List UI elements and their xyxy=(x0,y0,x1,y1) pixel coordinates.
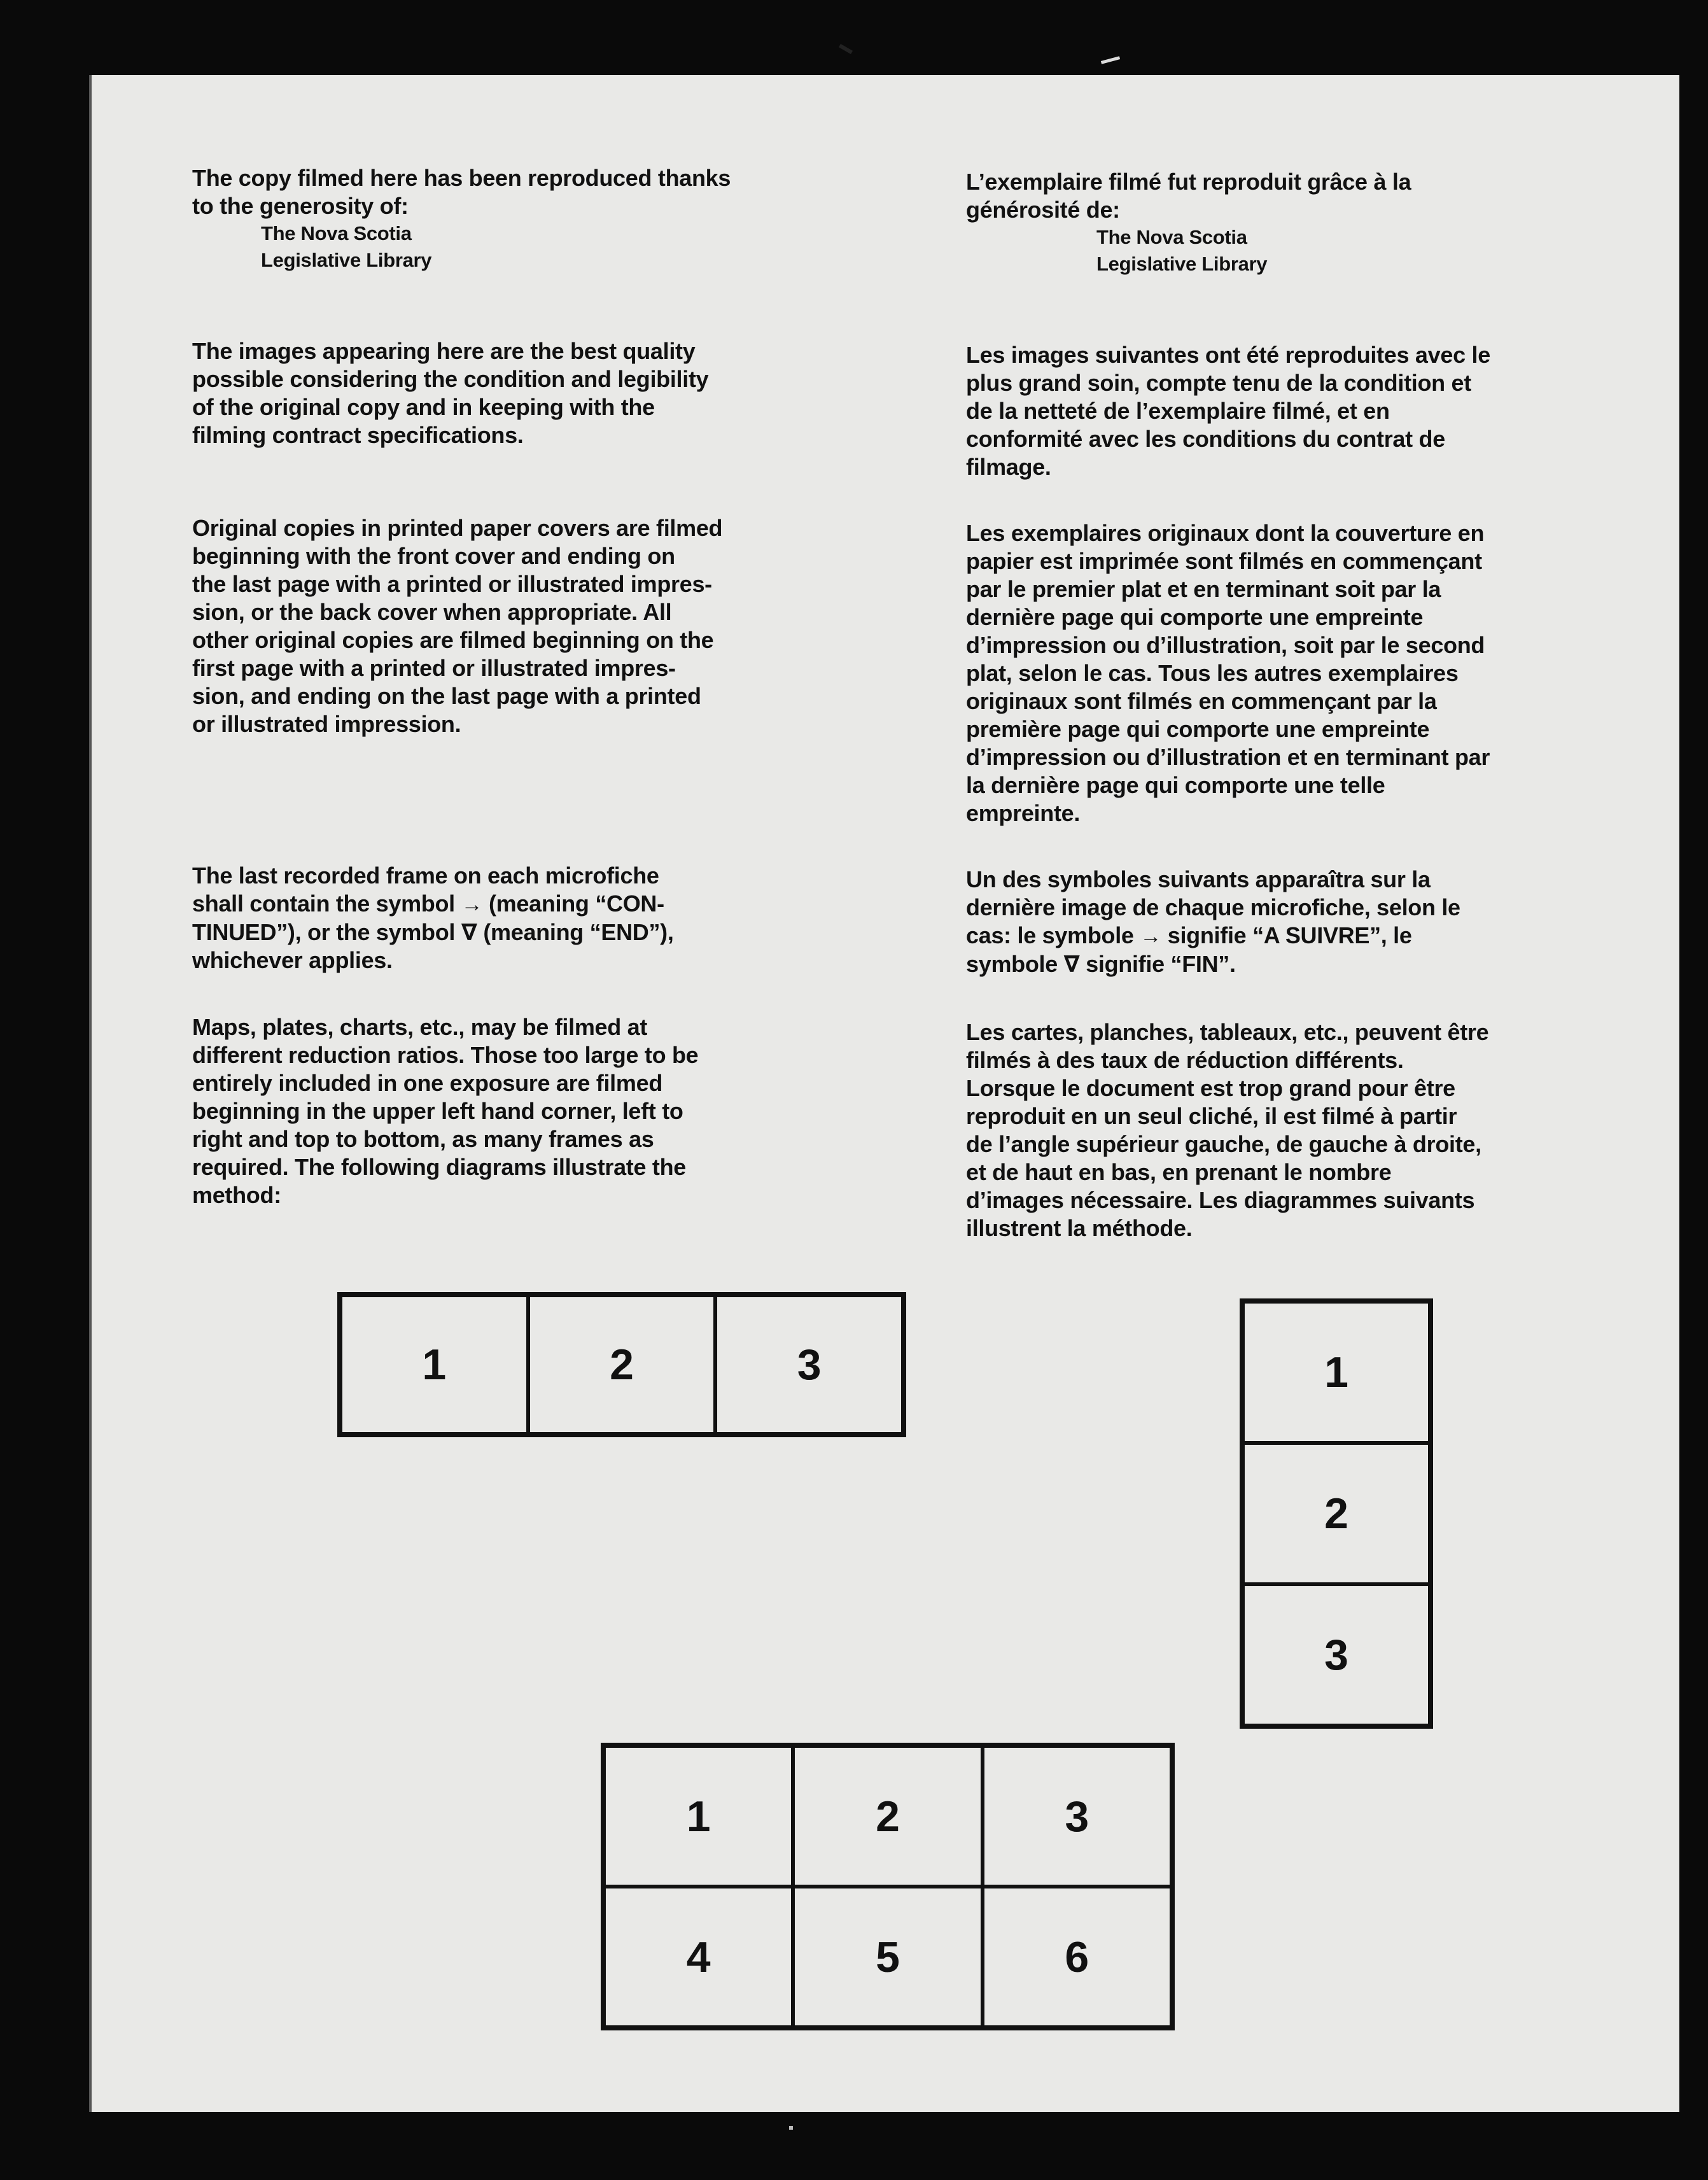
french-symbols-paragraph xyxy=(966,866,1609,978)
text-line: The copy filmed here has been reproduced thanks xyxy=(192,165,731,191)
text-line: Lorsque le document est trop grand pour être xyxy=(966,1075,1455,1101)
english-covers-paragraph xyxy=(192,514,829,738)
scan-speck xyxy=(839,44,853,54)
text-line: dernière image de chaque microfiche, selon le xyxy=(966,894,1460,920)
text-line: empreinte. xyxy=(966,800,1081,826)
french-acknowledgement xyxy=(966,168,1609,278)
text-line: to the generosity of: xyxy=(192,193,409,219)
text-line: first page with a printed or illustrated impres- xyxy=(192,655,676,681)
text-line: et de haut en bas, en prenant le nombre xyxy=(966,1159,1392,1185)
continued-arrow-icon: → xyxy=(1140,924,1162,948)
french-covers-paragraph xyxy=(966,519,1609,827)
text-line: Les cartes, planches, tableaux, etc., peuvent être xyxy=(966,1019,1489,1045)
english-symbols-paragraph xyxy=(192,862,829,974)
text-line: illustrent la méthode. xyxy=(966,1215,1193,1241)
frame-cell: 1 xyxy=(340,1295,528,1434)
frame-cell: 2 xyxy=(528,1295,716,1434)
english-acknowledgement xyxy=(192,164,829,274)
text-line: beginning in the upper left hand corner, left to xyxy=(192,1098,683,1124)
text-line: possible considering the condition and legibility xyxy=(192,366,709,392)
french-maps-paragraph xyxy=(966,1018,1609,1242)
frame-cell: 3 xyxy=(983,1746,1172,1887)
text-line: filmage. xyxy=(966,454,1051,480)
institution-name: Legislative Library xyxy=(1096,253,1268,275)
text-line: shall contain the symbol → (meaning “CON- xyxy=(192,890,829,918)
text-line: The last recorded frame on each microfiche xyxy=(192,862,659,889)
text-line: la dernière page qui comporte une telle xyxy=(966,772,1385,798)
scan-speck xyxy=(1101,56,1120,64)
vertical-frames-diagram xyxy=(1240,1298,1433,1729)
text-line: The images appearing here are the best quality xyxy=(192,338,696,364)
continued-arrow-icon: → xyxy=(461,892,483,917)
text-line: Un des symboles suivants apparaîtra sur la xyxy=(966,866,1431,892)
text-line: the last page with a printed or illustrated impres- xyxy=(192,571,712,597)
text-line: originaux sont filmés en commençant par la xyxy=(966,688,1437,714)
frame-cell: 2 xyxy=(1243,1443,1430,1584)
text-line: filmés à des taux de réduction différents. xyxy=(966,1047,1404,1073)
end-triangle-icon: ∇ xyxy=(1063,951,1080,977)
text-line: d’impression ou d’illustration et en terminant par xyxy=(966,744,1490,770)
text-line: plat, selon le cas. Tous les autres exemplaires xyxy=(966,660,1459,686)
frame-cell: 1 xyxy=(1243,1302,1430,1443)
scan-speck xyxy=(789,2126,793,2130)
text-line: papier est imprimée sont filmés en commençant xyxy=(966,548,1482,574)
text-line: plus grand soin, compte tenu de la condition et xyxy=(966,370,1471,396)
text-line: required. The following diagrams illustrate the xyxy=(192,1154,687,1180)
text-line: symbole ∇ signifie “FIN”. xyxy=(966,951,1236,977)
text-line: other original copies are filmed beginning on the xyxy=(192,627,714,653)
text-line: Original copies in printed paper covers are filmed xyxy=(192,515,723,541)
frame-cell: 6 xyxy=(983,1887,1172,2027)
text-line: right and top to bottom, as many frames as xyxy=(192,1126,654,1152)
text-line: TINUED”), or the symbol ∇ (meaning “END”), xyxy=(192,919,674,945)
text-line: cas: le symbole → signifie “A SUIVRE”, le xyxy=(966,922,1609,950)
text-line: or illustrated impression. xyxy=(192,711,461,737)
text-line: première page qui comporte une empreinte xyxy=(966,716,1430,742)
text-line: générosité de: xyxy=(966,197,1120,223)
text-line: Les exemplaires originaux dont la couverture en xyxy=(966,520,1485,546)
english-maps-paragraph xyxy=(192,1013,829,1209)
english-quality-paragraph xyxy=(192,337,829,449)
text-line: d’images nécessaire. Les diagrammes suivants xyxy=(966,1187,1475,1213)
text-line: filming contract specifications. xyxy=(192,422,524,448)
horizontal-frames-diagram xyxy=(337,1292,906,1437)
text-line: dernière page qui comporte une empreinte xyxy=(966,604,1424,630)
frame-cell: 3 xyxy=(715,1295,903,1434)
text-line: beginning with the front cover and ending on xyxy=(192,543,675,569)
text-line: whichever applies. xyxy=(192,947,393,973)
text-line: sion, and ending on the last page with a printed xyxy=(192,683,701,709)
frame-cell: 3 xyxy=(1243,1584,1430,1726)
frame-cell: 4 xyxy=(604,1887,793,2027)
text-line: de l’angle supérieur gauche, de gauche à droite, xyxy=(966,1131,1481,1157)
page-edge xyxy=(89,75,92,2112)
text-line: method: xyxy=(192,1182,281,1208)
text-line: different reduction ratios. Those too large to be xyxy=(192,1042,699,1068)
frame-cell: 2 xyxy=(793,1746,982,1887)
text-line: conformité avec les conditions du contrat de xyxy=(966,426,1445,452)
text-line: of the original copy and in keeping with the xyxy=(192,394,655,420)
text-line: L’exemplaire filmé fut reproduit grâce à la xyxy=(966,169,1411,195)
text-line: de la netteté de l’exemplaire filmé, et en xyxy=(966,398,1390,424)
text-line: entirely included in one exposure are filmed xyxy=(192,1070,663,1096)
text-line: Maps, plates, charts, etc., may be filmed at xyxy=(192,1014,648,1040)
frame-cell: 1 xyxy=(604,1746,793,1887)
text-line: par le premier plat et en terminant soit par la xyxy=(966,576,1441,602)
french-quality-paragraph xyxy=(966,341,1609,481)
institution-name: The Nova Scotia xyxy=(261,222,412,244)
frame-cell: 5 xyxy=(793,1887,982,2027)
institution-name: Legislative Library xyxy=(261,249,432,271)
text-line: Les images suivantes ont été reproduites avec le xyxy=(966,342,1490,368)
grid-frames-diagram xyxy=(601,1743,1175,2030)
text-line: d’impression ou d’illustration, soit par le second xyxy=(966,632,1485,658)
text-line: reproduit en un seul cliché, il est filmé à partir xyxy=(966,1103,1457,1129)
institution-name: The Nova Scotia xyxy=(1096,226,1247,248)
end-triangle-icon: ∇ xyxy=(461,919,477,945)
text-line: sion, or the back cover when appropriate. All xyxy=(192,599,672,625)
